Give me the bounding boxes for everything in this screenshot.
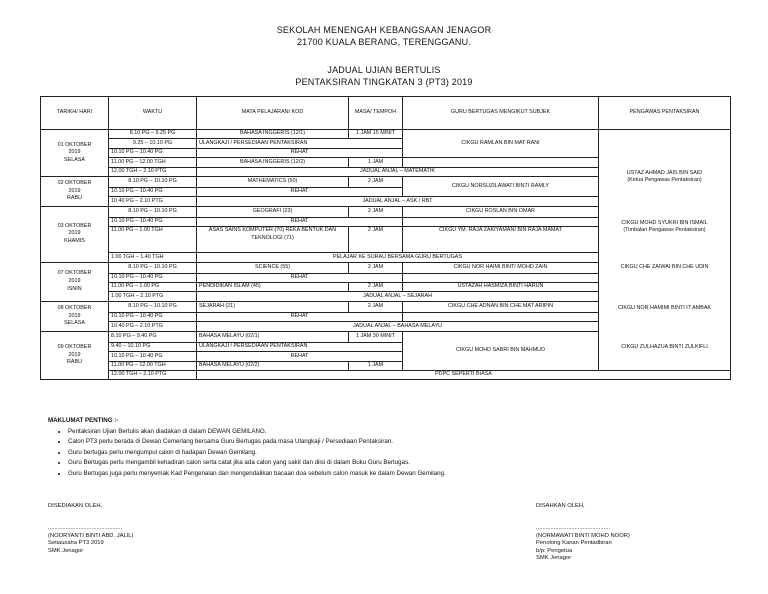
- notes-list: [48, 427, 446, 480]
- time-cell: 12.00 TGH – 2.10 PTG: [109, 371, 197, 380]
- approved-by-label: DISAHKAN OLEH,: [536, 503, 585, 509]
- invigilator-name: CIKGU MOHD SYUKRI BIN ISMAIL: [621, 220, 708, 226]
- teacher-cell: CIKGU RAMLAN BIN MAT RANI: [403, 130, 599, 158]
- notes-title: MAKLUMAT PENTING :-: [48, 417, 119, 424]
- time-cell: 1.00 TGH – 1.40 TGH: [109, 253, 197, 262]
- table-header-row: [41, 97, 731, 130]
- header-subject: MATA PELAJARAN/ KOD: [197, 97, 349, 130]
- signature-line: ..............................................: [536, 525, 611, 531]
- invigilator-role: (Ketua Pengawas Pentaksiran): [627, 177, 702, 183]
- date-cell: [41, 262, 109, 301]
- time-cell: 10.10 PG – 10.40 PG: [109, 312, 197, 321]
- teacher-cell: CIKGU ROSLAN BIN OMAR: [403, 206, 599, 217]
- header-invigilator: PENGAWAS PENTAKSIRAN: [599, 97, 731, 130]
- date-value: 01 OKTOBER: [57, 141, 92, 148]
- teacher-cell: CIKGU YM. RAJA ZAKIYAMANI BIN RAJA MAMAT: [403, 227, 599, 253]
- subject-cell: GEOGRAFI (23): [197, 206, 349, 217]
- exam-schedule-table: [40, 96, 731, 380]
- teacher-cell: CIKGU NORSUZILAWATI BINTI RAMLY: [403, 176, 599, 196]
- date-value: 08 OKTOBER: [57, 304, 92, 311]
- year-value: 2019: [68, 230, 81, 237]
- date-cell: [41, 176, 109, 206]
- subject-cell: BAHASA MELAYU (02/2): [197, 361, 349, 370]
- prepared-by-block: [48, 525, 133, 555]
- teacher-cell: CIKGU CHE ADNAN BIN CHE MAT ARIPIN: [403, 301, 599, 312]
- signatory-name: (NOORYANTI BINTI ABD. JALIL): [48, 532, 134, 539]
- break-cell: REHAT: [197, 188, 403, 197]
- year-value: 2019: [68, 351, 81, 358]
- invigilator-name: CIKGU ZULHAZUA BINTI ZULKIFLI: [621, 344, 708, 350]
- teacher-cell: [403, 273, 599, 282]
- header-time: WAKTU: [109, 97, 197, 130]
- flexible-schedule-cell: JADUAL ANJAL – BAHASA MELAYU: [197, 322, 599, 331]
- year-value: 2019: [68, 149, 81, 156]
- subject-cell: BAHASA MELAYU (02/1): [197, 331, 349, 342]
- time-cell: 9.40 – 10.10 PG: [109, 342, 197, 351]
- date-cell: [41, 206, 109, 262]
- subject-cell: ASAS SAINS KOMPUTER (70) REKA BENTUK DAN TEKNOLOGI (71): [197, 227, 349, 253]
- subject-cell: BAHASA INGGERIS (12/2): [197, 158, 349, 167]
- signatory-name: (NORMAWATI BINTI MOHD NOOR): [536, 532, 630, 539]
- note-item: • Calon PT3 perlu berada di Dewan Cemerlang bersama Guru Bertugas pada masa Ulangkaji / Persediaan Pentaksiran.: [68, 437, 446, 448]
- table-row: [41, 130, 731, 139]
- invigilator-name: CIKGU CHE ZAIWAI BIN CHE UDIN: [620, 264, 709, 270]
- subject-cell: MATHEMATICS (50): [197, 176, 349, 187]
- time-cell: 10.10 PG – 10.40 PG: [109, 352, 197, 361]
- time-cell: 8.10 PG – 10.10 PG: [109, 176, 197, 187]
- header-duration: MASA/ TEMPOH: [349, 97, 403, 130]
- year-value: 2019: [68, 187, 81, 194]
- time-cell: 11.00 PG – 1.00 TGH: [109, 227, 197, 253]
- day-value: KHAMIS: [64, 238, 85, 245]
- prepared-by-label: DISEDIAKAN OLEH,: [48, 503, 103, 509]
- document-header: [0, 24, 768, 48]
- signature-line: ..............................................: [48, 525, 123, 531]
- duration-cell: 1 JAM: [349, 158, 403, 167]
- time-cell: 12.00 TGH – 2.10 PTG: [109, 167, 197, 176]
- signatory-role: Setiausaha PT3 2019: [48, 540, 104, 547]
- date-cell: [41, 301, 109, 331]
- time-cell: 1.00 TGH – 2.10 PTG: [109, 292, 197, 301]
- subject-cell: SCIENCE (55): [197, 262, 349, 273]
- year-value: 2019: [68, 277, 81, 284]
- duration-cell: 2 JAM: [349, 206, 403, 217]
- teacher-cell: CIKGU MOHD SABRI BIN MAHMUD: [403, 331, 599, 370]
- time-cell: 8.10 PG – 9.25 PG: [109, 130, 197, 139]
- date-value: 03 OKTOBER: [57, 222, 92, 229]
- teacher-cell: [403, 158, 599, 167]
- duration-cell: 2 JAM: [349, 283, 403, 292]
- flexible-schedule-cell: JADUAL ANJAL – ASK / RBT: [197, 197, 599, 206]
- time-cell: 11.00 PG – 12.00 TGH: [109, 158, 197, 167]
- surau-cell: PELAJAR KE SURAU BERSAMA GURU BERTUGAS: [197, 253, 599, 262]
- time-cell: 10.10 PG – 10.40 PG: [109, 188, 197, 197]
- year-value: 2019: [68, 312, 81, 319]
- title-line-1: JADUAL UJIAN BERTULIS: [327, 65, 441, 75]
- duration-cell: 2 JAM: [349, 227, 403, 253]
- time-cell: 8.10 PG – 10.10 PG: [109, 301, 197, 312]
- time-cell: 8.10 PG – 10.10 PG: [109, 262, 197, 273]
- signatory-org: SMK Jenagor: [536, 555, 572, 562]
- day-value: SELASA: [64, 156, 85, 163]
- date-cell: [41, 130, 109, 177]
- note-item: • Guru Bertugas juga perlu menyemak Kad Pengenalan dan mengendalikan bacaan doa sebelum calon masuk ke dalam Dewan Gemilang.: [68, 469, 446, 480]
- subject-cell: SEJARAH (21): [197, 301, 349, 312]
- duration-cell: 1 JAM: [349, 361, 403, 370]
- flexible-schedule-cell: JADUAL ANJAL – MATEMATIK: [197, 167, 599, 176]
- duration-cell: 2 JAM: [349, 262, 403, 273]
- document-title: [0, 64, 768, 88]
- duration-cell: 1 JAM 15 MINIT: [349, 130, 403, 139]
- date-cell: [41, 331, 109, 380]
- table-row: [41, 371, 731, 380]
- time-cell: 11.00 PG – 12.00 TGH: [109, 361, 197, 370]
- duration-cell: 1 JAM 30 MINIT: [349, 331, 403, 342]
- day-value: ISNIN: [67, 285, 82, 292]
- header-date: TARIKH/ HARI: [41, 97, 109, 130]
- teacher-cell: [403, 217, 599, 226]
- subject-cell: PENDIDIKAN ISLAM (45): [197, 283, 349, 292]
- signatory-role-2: b/p: Pengetua: [536, 547, 573, 554]
- note-item: • Guru bertugas perlu mengumpul calon di hadapan Dewan Gemilang.: [68, 448, 446, 459]
- school-name: SEKOLAH MENENGAH KEBANGSAAN JENAGOR: [276, 25, 492, 35]
- day-value: RABU: [67, 195, 82, 202]
- school-address: 21700 KUALA BERANG, TERENGGANU.: [296, 37, 472, 47]
- date-value: 07 OKTOBER: [57, 270, 92, 277]
- signatory-org: SMK Jenagor: [48, 547, 84, 554]
- approved-by-block: [536, 525, 630, 563]
- signatory-role: Penolong Kanan Pentadbiran: [536, 540, 612, 547]
- day-value: SELASA: [64, 320, 85, 327]
- subject-cell: ULANGKAJI / PERSEDIAAN PENTAKSIRAN: [197, 342, 403, 351]
- day-value: RABU: [67, 359, 82, 366]
- invigilator-cell: [599, 130, 731, 371]
- time-cell: 10.10 PG – 10.40 PG: [109, 273, 197, 282]
- title-line-2: PENTAKSIRAN TINGKATAN 3 (PT3) 2019: [295, 77, 473, 87]
- time-cell: 8.10 PG – 10.10 PG: [109, 206, 197, 217]
- break-cell: REHAT: [197, 217, 403, 226]
- subject-cell: ULANGKAJI / PERSEDIAAN PENTAKSIRAN: [197, 139, 403, 148]
- header-teacher: GURU BERTUGAS MENGIKUT SUBJEK: [403, 97, 599, 130]
- duration-cell: 2 JAM: [349, 301, 403, 312]
- invigilator-role: (Timbalan Pengawas Pentaksiran): [623, 227, 706, 233]
- invigilator-name: CIKGU NOR HAMIMI BINTI IT AMBAK: [617, 305, 712, 311]
- date-value: 02 OKTOBER: [57, 179, 92, 186]
- time-cell: 11.00 PG – 1.00 PG: [109, 283, 197, 292]
- break-cell: REHAT: [197, 273, 403, 282]
- time-cell: 8.10 PG – 9.40 PG: [109, 331, 197, 342]
- important-notes: [48, 416, 446, 480]
- flexible-schedule-cell: JADUAL ANJAL – SEJARAH: [197, 292, 599, 301]
- note-item: • Pentaksiran Ujian Bertulis akan diadakan di dalam DEWAN GEMILANG.: [68, 427, 446, 438]
- break-cell: REHAT: [197, 312, 403, 321]
- time-cell: 10.40 PG – 2.10 PTG: [109, 197, 197, 206]
- break-cell: REHAT: [197, 148, 403, 157]
- teacher-cell: [403, 312, 599, 321]
- pdpc-cell: PDPC SEPERTI BIASA: [197, 371, 731, 380]
- time-cell: 10.40 PG – 2.10 PTG: [109, 322, 197, 331]
- break-cell: REHAT: [197, 352, 403, 361]
- teacher-cell: CIKGU NOR HAIMI BINTI MOHD ZAIN: [403, 262, 599, 273]
- subject-cell: BAHASA INGGERIS (12/1): [197, 130, 349, 139]
- time-cell: 10.10 PG – 10.40 PG: [109, 148, 197, 157]
- time-cell: 9.25 – 10.10 PG: [109, 139, 197, 148]
- note-item: • Guru Bertugas perlu mengambil kehadiran calon serta catat jika ada calon yang sakit dan diisi di dalam Buku Guru Bertugas.: [68, 458, 446, 469]
- duration-cell: 2 JAM: [349, 176, 403, 187]
- teacher-cell: USTAZAH HASMIZA BINTI HARUN: [403, 283, 599, 292]
- time-cell: 10.10 PG – 10.40 PG: [109, 217, 197, 226]
- date-value: 09 OKTOBER: [57, 344, 92, 351]
- invigilator-name: USTAZ AHMAD JAIS BIN SAID: [626, 170, 703, 176]
